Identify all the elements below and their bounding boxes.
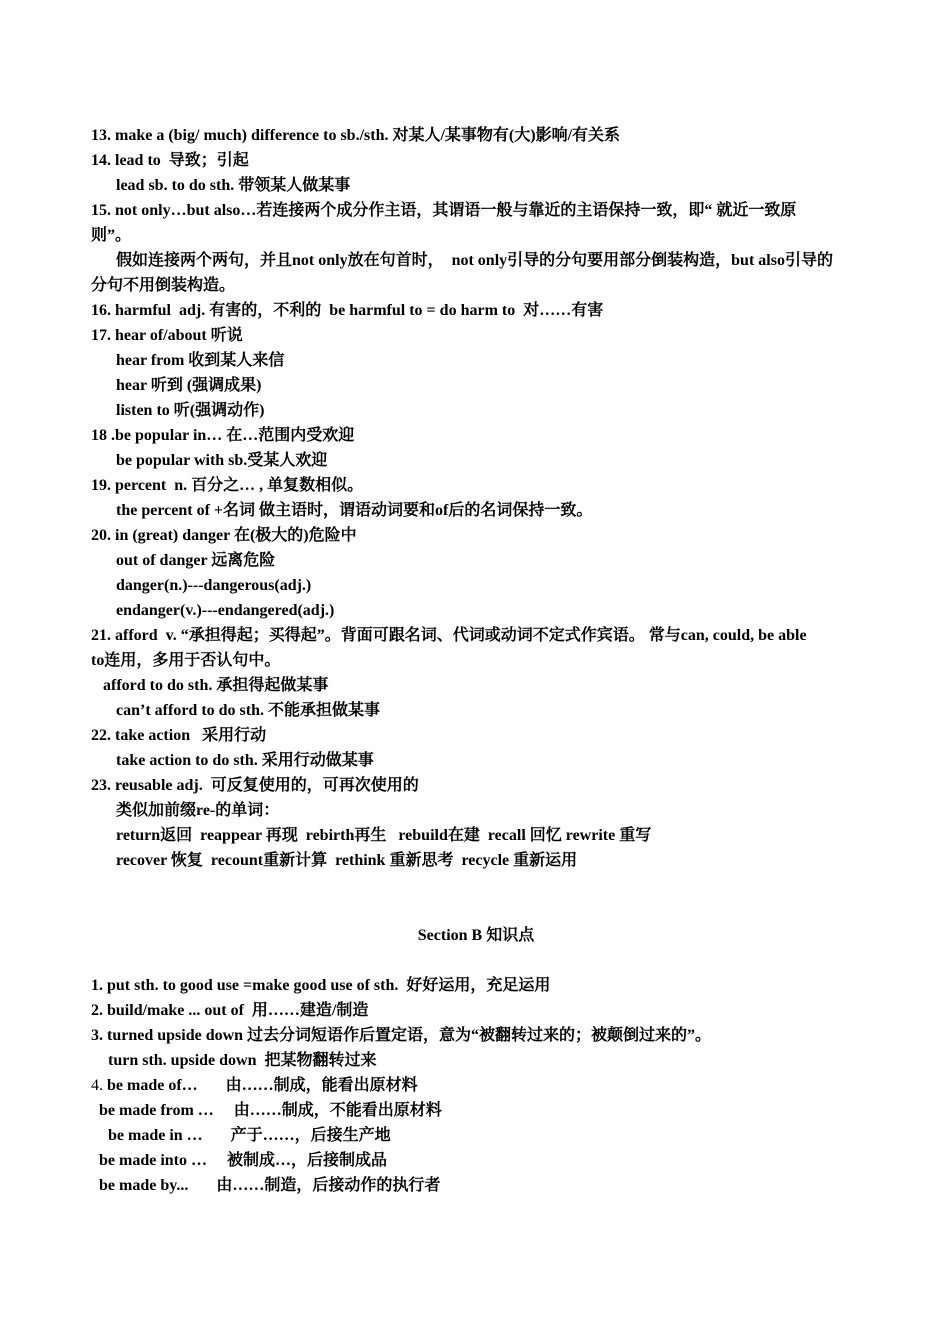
text-line: can’t afford to do sth. 不能承担做某事 [116,702,380,719]
text-line: 17. hear of/about 听说 [91,327,243,344]
text-line: 14. lead to 导致；引起 [91,152,249,169]
text-line: be made from … 由……制成，不能看出原材料 [99,1102,442,1119]
section-heading: Section B 知识点 [417,927,535,944]
text-line: hear from 收到某人来信 [116,352,285,369]
text-line: danger(n.)---dangerous(adj.) [116,577,312,594]
text-line: 2. build/make ... out of 用……建造/制造 [91,1002,369,1019]
text-line: 23. reusable adj. 可反复使用的，可再次使用的 [91,777,419,794]
text-line: turn sth. upside down 把某物翻转过来 [108,1052,377,1069]
item-number: 4. [91,1077,107,1094]
text-line: be made in … 产于……，后接生产地 [108,1127,391,1144]
text-line: 则”。 [91,227,132,244]
text-line: endanger(v.)---endangered(adj.) [116,602,335,619]
text-line: 3. turned upside down 过去分词短语作后置定语，意为“被翻转过来的；被颠倒过来的”。 [91,1027,712,1044]
text-line: lead sb. to do sth. 带领某人做某事 [116,177,351,194]
text-line [91,1073,861,1098]
document-content [91,123,861,1198]
spacer [91,873,861,898]
text-line: 类似加前缀re-的单词： [116,802,280,819]
text-line: be made into … 被制成…，后接制成品 [99,1152,388,1169]
text-line: to连用，多用于否认句中。 [91,652,281,669]
text-line: afford to do sth. 承担得起做某事 [103,677,329,694]
text-line: 13. make a (big/ much) difference to sb./sth. 对某人/某事物有(大)影响/有关系 [91,127,621,144]
text-line: recover 恢复 recount重新计算 rethink 重新思考 recycle 重新运用 [116,852,578,869]
text-line: 22. take action 采用行动 [91,727,267,744]
text-line: 15. not only…but also…若连接两个成分作主语，其谓语一般与靠近的主语保持一致，即“ 就近一致原 [91,202,797,219]
text-line: take action to do sth. 采用行动做某事 [116,752,374,769]
text-line: be popular with sb.受某人欢迎 [116,452,328,469]
text-line: 1. put sth. to good use =make good use of sth. 好好运用，充足运用 [91,977,551,994]
text-line: 21. afford v. “承担得起；买得起”。背面可跟名词、代词或动词不定式作宾语。 常与can, could, be able [91,627,807,644]
text-line: listen to 听(强调动作) [116,402,265,419]
text-line: 分句不用倒装构造。 [91,277,236,294]
text-line: 19. percent n. 百分之… , 单复数相似。 [91,477,364,494]
spacer [91,948,861,973]
text-line: 16. harmful adj. 有害的，不利的 be harmful to = do harm to 对……有害 [91,302,604,319]
text-line: 20. in (great) danger 在(极大的)危险中 [91,527,357,544]
text-line: be made by... 由……制造，后接动作的执行者 [99,1177,441,1194]
text-line: 18 .be popular in… 在…范围内受欢迎 [91,427,355,444]
text-line: out of danger 远离危险 [116,552,276,569]
spacer [91,898,861,923]
text-line: 假如连接两个两句，并且not only放在句首时， not only引导的分句要用部分倒装构造，but also引导的 [116,252,833,269]
item-text: be made of… 由……制成，能看出原材料 [107,1077,418,1094]
text-line: hear 听到 (强调成果) [116,377,262,394]
text-line: the percent of +名词 做主语时，谓语动词要和of后的名词保持一致。 [116,502,593,519]
text-line: return返回 reappear 再现 rebirth再生 rebuild在建 recall 回忆 rewrite 重写 [116,827,652,844]
